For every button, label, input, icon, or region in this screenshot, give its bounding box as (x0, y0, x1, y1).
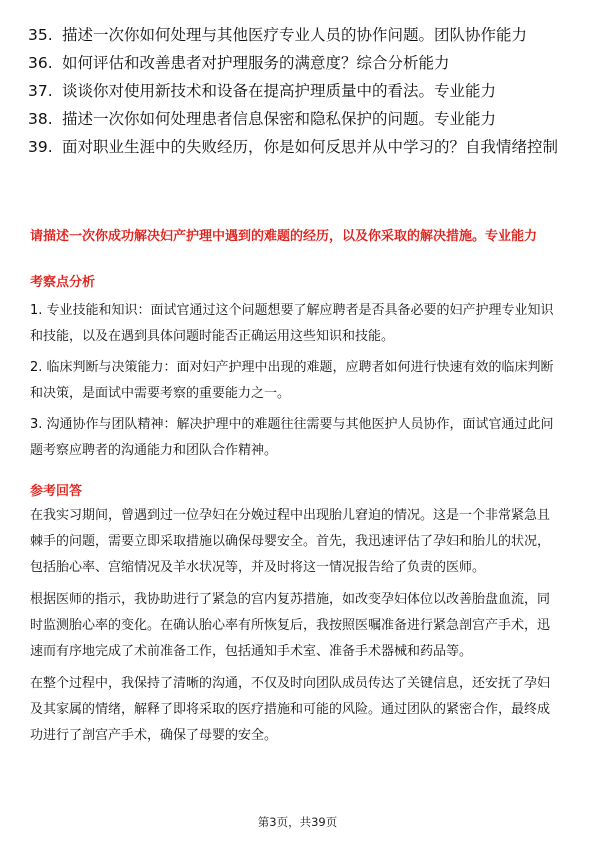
question-item (28, 134, 568, 160)
question-item (28, 50, 568, 76)
question-number: 36. (28, 54, 53, 72)
question-list (28, 22, 568, 162)
page-footer: 第3页，共39页 (257, 815, 338, 829)
analysis-point: 1. 专业技能和知识：面试官通过这个问题想要了解应聘者是否具备必要的妇产护理专业知识和技能，以及在遇到具体问题时能否正确运用这些知识和技能。 (30, 303, 554, 344)
question-text: 谈谈你对使用新技术和设备在提高护理质量中的看法。专业能力 (62, 82, 497, 100)
analysis-points (30, 298, 562, 469)
answer-paragraph: 在整个过程中，我保持了清晰的沟通，不仅及时向团队成员传达了关键信息，还安抚了孕妇及其家属的情绪，解释了即将采取的医疗措施和可能的风险。通过团队的紧密合作，最终成功进行了剖宫产手术，确保了母婴的安全。 (30, 676, 551, 743)
question-number: 37. (28, 82, 53, 100)
main-question: 请描述一次你成功解决妇产护理中遇到的难题的经历，以及你采取的解决措施。专业能力 (30, 229, 538, 244)
question-text: 面对职业生涯中的失败经历，你是如何反思并从中学习的？自我情绪控制 (62, 138, 559, 156)
question-number: 35. (28, 26, 53, 44)
question-item (28, 106, 568, 132)
analysis-point: 2. 临床判断与决策能力：面对妇产护理中出现的难题，应聘者如何进行快速有效的临床判断和决策，是面试中需要考察的重要能力之一。 (30, 360, 554, 401)
analysis-title: 考察点分析 (30, 275, 96, 290)
question-text: 描述一次你如何处理与其他医疗专业人员的协作问题。团队协作能力 (62, 26, 528, 44)
question-number: 39. (28, 138, 53, 156)
answer-body (30, 503, 562, 755)
question-item (28, 78, 568, 104)
question-item (28, 22, 568, 48)
answer-paragraph: 在我实习期间，曾遇到过一位孕妇在分娩过程中出现胎儿窘迫的情况。这是一个非常紧急且棘手的问题，需要立即采取措施以确保母婴安全。首先，我迅速评估了孕妇和胎儿的状况，包括胎心率、宫缩情况及羊水状况等，并及时将这一情况报告给了负责的医师。 (30, 508, 551, 575)
question-number: 38. (28, 110, 53, 128)
analysis-point: 3. 沟通协作与团队精神：解决护理中的难题往往需要与其他医护人员协作，面试官通过此问题考察应聘者的沟通能力和团队合作精神。 (30, 417, 554, 458)
answer-paragraph: 根据医师的指示，我协助进行了紧急的宫内复苏措施，如改变孕妇体位以改善胎盘血流，同时监测胎心率的变化。在确认胎心率有所恢复后，我按照医嘱准备进行紧急剖宫产手术，迅速而有序地完成了术前准备工作，包括通知手术室、准备手术器械和药品等。 (30, 592, 551, 659)
answer-title: 参考回答 (30, 484, 83, 499)
question-text: 描述一次你如何处理患者信息保密和隐私保护的问题。专业能力 (62, 110, 497, 128)
question-text: 如何评估和改善患者对护理服务的满意度？综合分析能力 (62, 54, 450, 72)
